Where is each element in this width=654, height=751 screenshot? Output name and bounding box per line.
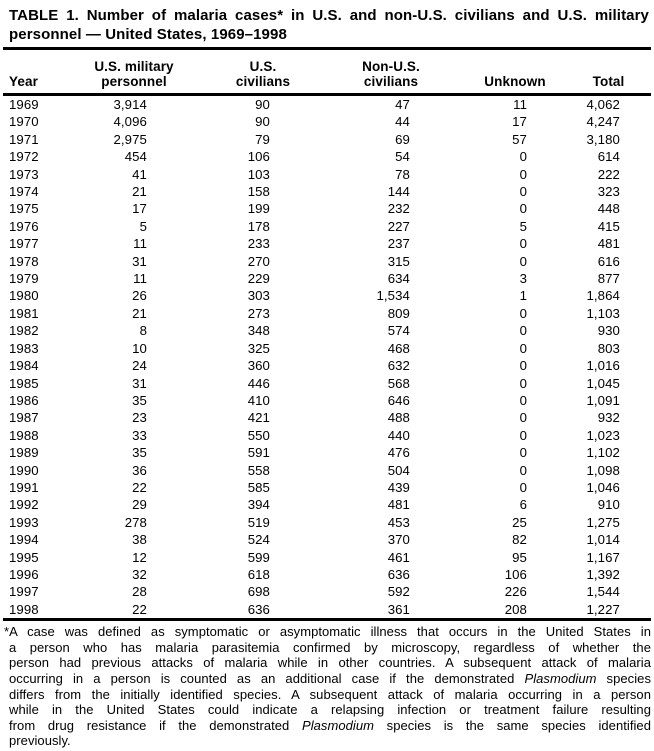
military-personnel-cell: 36 — [132, 462, 147, 478]
malaria-cases-table — [3, 47, 651, 621]
non-us-civilians-cell: 44 — [395, 114, 410, 130]
us-civilians-cell: 585 — [247, 479, 270, 495]
unknown-cell: 17 — [512, 114, 527, 130]
us-civilians-cell: 360 — [247, 358, 270, 374]
total-cell: 448 — [597, 201, 620, 217]
year-cell: 1971 — [9, 131, 39, 147]
year-cell: 1978 — [9, 253, 39, 269]
column-header-us-military-personnel — [60, 49, 208, 95]
non-us-civilians-cell: 1,534 — [376, 288, 410, 304]
year-cell: 1989 — [9, 445, 39, 461]
us-civilians-cell: 229 — [247, 271, 270, 287]
unknown-cell: 0 — [519, 340, 527, 356]
total-cell: 1,392 — [586, 566, 620, 582]
unknown-cell: 226 — [504, 584, 527, 600]
unknown-cell: 82 — [512, 532, 527, 548]
us-civilians-cell: 90 — [255, 97, 270, 112]
table-footnote — [4, 624, 651, 749]
table-row — [3, 218, 651, 235]
table-row — [3, 444, 651, 461]
military-personnel-cell: 21 — [132, 305, 147, 321]
table-row — [3, 549, 651, 566]
header-row — [3, 49, 651, 95]
us-civilians-cell: 591 — [247, 445, 270, 461]
total-cell: 1,227 — [566, 601, 651, 620]
footnote-line: while in the United States could indicate a relapsing infection or treatment failure resulting — [9, 702, 651, 718]
us-civilians-cell: 325 — [247, 340, 270, 356]
footnote-line: occurring in a person is counted as an additional case if the demonstrated Plasmodium species — [9, 670, 651, 686]
military-personnel-cell: 5 — [139, 218, 147, 234]
military-personnel-cell: 32 — [132, 566, 147, 582]
header-line: U.S. military — [94, 59, 174, 74]
military-personnel-cell: 38 — [132, 532, 147, 548]
footnote-line: from drug resistance if the demonstrated Plasmodium species is the same species identified — [9, 717, 651, 733]
year-cell: 1990 — [9, 462, 39, 478]
table-row — [3, 340, 651, 357]
total-cell: 4,062 — [586, 97, 620, 112]
column-header-unknown — [464, 49, 566, 95]
table-row — [3, 583, 651, 600]
us-civilians-cell: 199 — [247, 201, 270, 217]
us-civilians-cell: 394 — [247, 497, 270, 513]
total-cell: 3,180 — [586, 131, 620, 147]
non-us-civilians-cell: 461 — [387, 549, 410, 565]
non-us-civilians-cell: 69 — [395, 131, 410, 147]
total-cell: 1,023 — [586, 427, 620, 443]
unknown-cell: 57 — [512, 131, 527, 147]
military-personnel-cell: 2,975 — [113, 131, 147, 147]
year-cell: 1970 — [9, 114, 39, 130]
year-cell: 1980 — [9, 288, 39, 304]
total-cell: 877 — [597, 271, 620, 287]
table-row — [3, 131, 651, 148]
us-civilians-cell: 524 — [247, 532, 270, 548]
table-row — [3, 113, 651, 130]
military-personnel-cell: 21 — [132, 184, 147, 200]
year-cell: 1975 — [9, 201, 39, 217]
table-row — [3, 287, 651, 304]
header-line: Total — [592, 74, 625, 89]
total-cell: 222 — [597, 166, 620, 182]
unknown-cell: 0 — [519, 479, 527, 495]
military-personnel-cell: 278 — [124, 514, 147, 530]
military-personnel-cell: 3,914 — [113, 97, 147, 112]
total-cell: 4,247 — [586, 114, 620, 130]
footnote-line: person had previous attacks of malaria while in other countries. A subsequent attack of malaria — [9, 655, 651, 671]
column-header-non-us-civilians — [318, 49, 464, 95]
total-cell: 1,098 — [586, 462, 620, 478]
military-personnel-cell: 12 — [132, 549, 147, 565]
year-cell: 1997 — [9, 584, 39, 600]
military-personnel-cell: 35 — [132, 392, 147, 408]
unknown-cell: 6 — [519, 497, 527, 513]
year-cell: 1987 — [9, 410, 39, 426]
table-row — [3, 375, 651, 392]
non-us-civilians-cell: 568 — [387, 375, 410, 391]
unknown-cell: 0 — [519, 253, 527, 269]
military-personnel-cell: 28 — [132, 584, 147, 600]
total-cell: 1,045 — [586, 375, 620, 391]
unknown-cell: 0 — [519, 166, 527, 182]
table-title-line1: TABLE 1. Number of malaria cases* in U.S. and non-U.S. civilians and U.S. military — [9, 7, 649, 24]
column-header-total — [566, 49, 651, 95]
column-header-us-civilians — [208, 49, 318, 95]
header-line: Year — [9, 74, 38, 89]
non-us-civilians-cell: 315 — [387, 253, 410, 269]
military-personnel-cell: 23 — [132, 410, 147, 426]
table-row — [3, 566, 651, 583]
us-civilians-cell: 233 — [247, 236, 270, 252]
table-row — [3, 392, 651, 409]
total-cell: 616 — [597, 253, 620, 269]
unknown-cell: 0 — [519, 392, 527, 408]
military-personnel-cell: 22 — [60, 601, 208, 620]
military-personnel-cell: 31 — [132, 375, 147, 391]
non-us-civilians-cell: 237 — [387, 236, 410, 252]
unknown-cell: 25 — [512, 514, 527, 530]
total-cell: 1,014 — [586, 532, 620, 548]
us-civilians-cell: 348 — [247, 323, 270, 339]
total-cell: 1,016 — [586, 358, 620, 374]
non-us-civilians-cell: 232 — [387, 201, 410, 217]
non-us-civilians-cell: 47 — [395, 97, 410, 112]
non-us-civilians-cell: 488 — [387, 410, 410, 426]
us-civilians-cell: 519 — [247, 514, 270, 530]
table-row — [3, 479, 651, 496]
non-us-civilians-cell: 504 — [387, 462, 410, 478]
header-line: U.S. — [249, 59, 277, 74]
table-row — [3, 462, 651, 479]
table-row — [3, 305, 651, 322]
total-cell: 614 — [597, 149, 620, 165]
year-cell: 1976 — [9, 218, 39, 234]
military-personnel-cell: 24 — [132, 358, 147, 374]
total-cell: 1,091 — [586, 392, 620, 408]
non-us-civilians-cell: 144 — [387, 184, 410, 200]
year-cell: 1996 — [9, 566, 39, 582]
military-personnel-cell: 29 — [132, 497, 147, 513]
year-cell: 1988 — [9, 427, 39, 443]
non-us-civilians-cell: 809 — [387, 305, 410, 321]
total-cell: 323 — [597, 184, 620, 200]
table-title-line2: personnel — United States, 1969–1998 — [9, 26, 287, 43]
us-civilians-cell: 90 — [255, 114, 270, 130]
us-civilians-cell: 79 — [255, 131, 270, 147]
table-row — [3, 270, 651, 287]
total-cell: 415 — [597, 218, 620, 234]
military-personnel-cell: 22 — [132, 479, 147, 495]
non-us-civilians-cell: 476 — [387, 445, 410, 461]
footnote-line: previously. — [9, 733, 71, 749]
header-line: Non-U.S. — [362, 59, 420, 74]
us-civilians-cell: 618 — [247, 566, 270, 582]
total-cell: 1,275 — [586, 514, 620, 530]
unknown-cell: 0 — [519, 201, 527, 217]
non-us-civilians-cell: 370 — [387, 532, 410, 548]
table-header — [3, 49, 651, 95]
table-row — [3, 166, 651, 183]
unknown-cell: 0 — [519, 236, 527, 252]
year-cell: 1998 — [3, 601, 60, 620]
total-cell: 1,864 — [586, 288, 620, 304]
non-us-civilians-cell: 54 — [395, 149, 410, 165]
total-cell: 932 — [597, 410, 620, 426]
us-civilians-cell: 178 — [247, 218, 270, 234]
year-cell: 1983 — [9, 340, 39, 356]
total-cell: 481 — [597, 236, 620, 252]
unknown-cell: 0 — [519, 410, 527, 426]
non-us-civilians-cell: 636 — [387, 566, 410, 582]
year-cell: 1995 — [9, 549, 39, 565]
footnote-line: differs from the initially identified species. A subsequent attack of malaria occurring in a person — [9, 686, 651, 702]
table-row — [3, 253, 651, 270]
unknown-cell: 0 — [519, 375, 527, 391]
us-civilians-cell: 599 — [247, 549, 270, 565]
year-cell: 1991 — [9, 479, 39, 495]
military-personnel-cell: 11 — [133, 271, 147, 287]
total-cell: 930 — [597, 323, 620, 339]
table-row — [3, 148, 651, 165]
military-personnel-cell: 8 — [139, 323, 147, 339]
table-row — [3, 531, 651, 548]
table-row — [3, 183, 651, 200]
military-personnel-cell: 33 — [132, 427, 147, 443]
non-us-civilians-cell: 481 — [387, 497, 410, 513]
table-row — [3, 427, 651, 444]
total-cell: 1,102 — [586, 445, 620, 461]
unknown-cell: 95 — [512, 549, 527, 565]
military-personnel-cell: 31 — [132, 253, 147, 269]
footnote-line: a person who has malaria parasitemia confirmed by microscopy, regardless of whether the — [9, 639, 651, 655]
non-us-civilians-cell: 440 — [387, 427, 410, 443]
header-line: civilians — [363, 74, 419, 89]
header-line: personnel — [101, 74, 167, 89]
total-cell: 910 — [597, 497, 620, 513]
total-cell: 1,167 — [586, 549, 620, 565]
non-us-civilians-cell: 453 — [387, 514, 410, 530]
year-cell: 1982 — [9, 323, 39, 339]
non-us-civilians-cell: 78 — [395, 166, 410, 182]
us-civilians-cell: 636 — [208, 601, 318, 620]
unknown-cell: 208 — [464, 601, 566, 620]
header-line: civilians — [235, 74, 291, 89]
us-civilians-cell: 410 — [247, 392, 270, 408]
table-row — [3, 235, 651, 252]
unknown-cell: 1 — [519, 288, 527, 304]
unknown-cell: 11 — [513, 97, 527, 112]
us-civilians-cell: 103 — [247, 166, 270, 182]
total-cell: 1,046 — [586, 479, 620, 495]
military-personnel-cell: 454 — [124, 149, 147, 165]
total-cell: 803 — [597, 340, 620, 356]
table-row — [3, 200, 651, 217]
unknown-cell: 0 — [519, 427, 527, 443]
military-personnel-cell: 17 — [132, 201, 147, 217]
non-us-civilians-cell: 468 — [387, 340, 410, 356]
year-cell: 1977 — [9, 236, 39, 252]
table-row — [3, 95, 651, 114]
year-cell: 1986 — [9, 392, 39, 408]
table-row — [3, 357, 651, 374]
us-civilians-cell: 421 — [247, 410, 270, 426]
non-us-civilians-cell: 574 — [387, 323, 410, 339]
table-title — [9, 6, 649, 44]
header-line: Unknown — [484, 74, 546, 89]
unknown-cell: 0 — [519, 462, 527, 478]
year-cell: 1973 — [9, 166, 39, 182]
unknown-cell: 5 — [519, 218, 527, 234]
unknown-cell: 0 — [519, 149, 527, 165]
non-us-civilians-cell: 634 — [387, 271, 410, 287]
non-us-civilians-cell: 361 — [318, 601, 464, 620]
table-row — [3, 322, 651, 339]
us-civilians-cell: 558 — [247, 462, 270, 478]
table-row — [3, 496, 651, 513]
table-row — [3, 601, 651, 620]
year-cell: 1974 — [9, 184, 39, 200]
table-row — [3, 514, 651, 531]
unknown-cell: 0 — [519, 184, 527, 200]
non-us-civilians-cell: 439 — [387, 479, 410, 495]
non-us-civilians-cell: 632 — [387, 358, 410, 374]
unknown-cell: 0 — [519, 445, 527, 461]
year-cell: 1993 — [9, 514, 39, 530]
us-civilians-cell: 303 — [247, 288, 270, 304]
column-header-year — [3, 49, 60, 95]
footnote-line: *A case was defined as symptomatic or asymptomatic illness that occurs in the United States in — [4, 624, 651, 640]
non-us-civilians-cell: 646 — [387, 392, 410, 408]
us-civilians-cell: 106 — [247, 149, 270, 165]
military-personnel-cell: 11 — [133, 236, 147, 252]
military-personnel-cell: 4,096 — [113, 114, 147, 130]
table-row — [3, 409, 651, 426]
year-cell: 1994 — [9, 532, 39, 548]
year-cell: 1992 — [9, 497, 39, 513]
us-civilians-cell: 550 — [247, 427, 270, 443]
year-cell: 1984 — [9, 358, 39, 374]
unknown-cell: 0 — [519, 358, 527, 374]
military-personnel-cell: 35 — [132, 445, 147, 461]
total-cell: 1,103 — [586, 305, 620, 321]
year-cell: 1981 — [9, 305, 39, 321]
us-civilians-cell: 446 — [247, 375, 270, 391]
unknown-cell: 0 — [519, 305, 527, 321]
year-cell: 1985 — [9, 375, 39, 391]
us-civilians-cell: 698 — [247, 584, 270, 600]
unknown-cell: 0 — [519, 323, 527, 339]
year-cell: 1979 — [9, 271, 39, 287]
total-cell: 1,544 — [586, 584, 620, 600]
us-civilians-cell: 270 — [247, 253, 270, 269]
non-us-civilians-cell: 227 — [387, 218, 410, 234]
year-cell: 1969 — [9, 97, 39, 112]
military-personnel-cell: 41 — [132, 166, 147, 182]
military-personnel-cell: 10 — [132, 340, 147, 356]
us-civilians-cell: 158 — [247, 184, 270, 200]
table-body — [3, 95, 651, 620]
us-civilians-cell: 273 — [247, 305, 270, 321]
unknown-cell: 3 — [519, 271, 527, 287]
non-us-civilians-cell: 592 — [387, 584, 410, 600]
unknown-cell: 106 — [504, 566, 527, 582]
military-personnel-cell: 26 — [132, 288, 147, 304]
year-cell: 1972 — [9, 149, 39, 165]
